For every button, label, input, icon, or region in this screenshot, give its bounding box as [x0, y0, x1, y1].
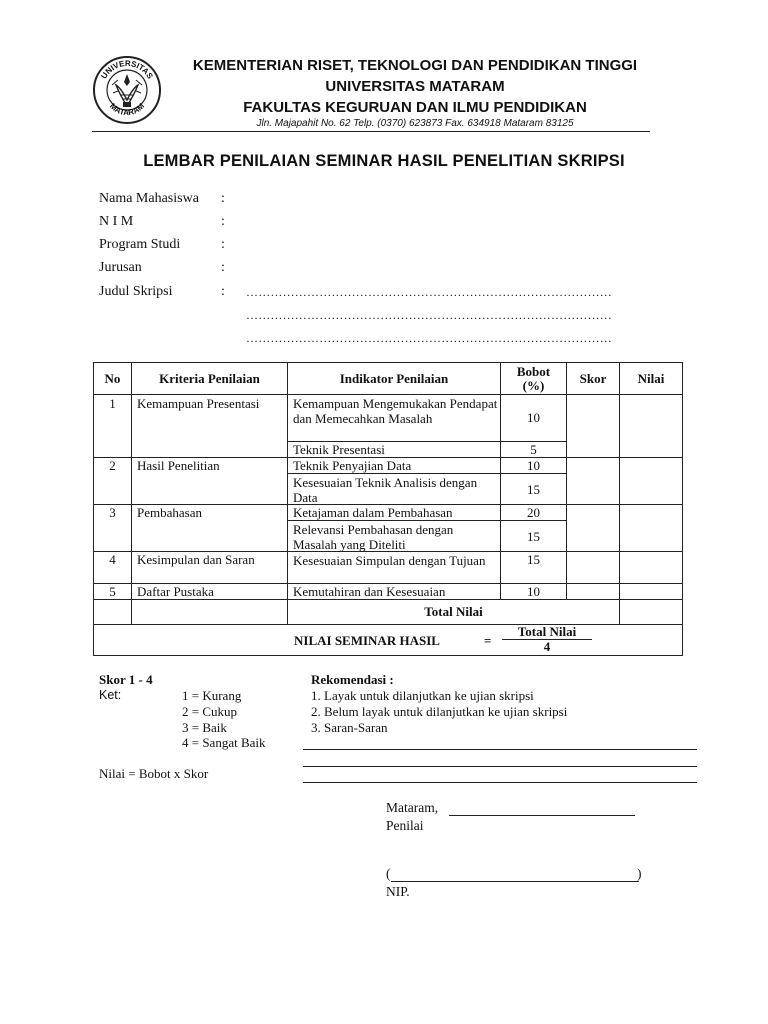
row-indikator: Teknik Penyajian Data	[287, 457, 501, 474]
name-line[interactable]	[391, 881, 639, 882]
recommendation-item: 2. Belum layak untuk dilanjutkan ke ujian skripsi	[311, 704, 568, 719]
bobot-unit: (%)	[522, 377, 545, 393]
colon: :	[221, 214, 225, 229]
suggestion-line[interactable]	[303, 782, 697, 783]
recommendation-item: 3. Saran-Saran	[311, 720, 388, 735]
label-nim: N I M	[99, 214, 134, 229]
col-header-indikator: Indikator Penilaian	[287, 362, 501, 395]
row-bobot: 5	[500, 441, 567, 458]
row-kriteria: Kemampuan Presentasi	[131, 394, 288, 458]
legend-ket: Ket:	[99, 688, 122, 702]
skor-cell[interactable]	[566, 394, 620, 458]
row-bobot: 15	[500, 520, 567, 552]
score-table	[93, 362, 683, 656]
col-header-bobot	[500, 362, 567, 395]
header-divider	[92, 131, 650, 132]
logo-text-bottom: MATARAM	[107, 101, 147, 118]
skor-cell[interactable]	[566, 457, 620, 505]
nilai-cell[interactable]	[619, 394, 683, 458]
suggestion-line[interactable]	[303, 749, 697, 750]
colon: :	[221, 191, 225, 206]
total-nilai-cell[interactable]	[619, 599, 683, 625]
suggestion-line[interactable]	[303, 766, 697, 767]
date-line[interactable]	[449, 815, 635, 816]
row-no: 5	[93, 583, 132, 600]
colon: :	[221, 284, 225, 299]
col-header-skor: Skor	[566, 362, 620, 395]
fraction-numerator: Total Nilai	[502, 625, 592, 640]
empty-cell	[131, 599, 288, 625]
dotted-line: ………………………………………………………………………………	[246, 285, 612, 299]
row-indikator: Kesesuaian Teknik Analisis dengan Data	[287, 473, 501, 505]
row-no: 4	[93, 551, 132, 584]
label-jurusan: Jurusan	[99, 260, 142, 275]
col-header-nilai: Nilai	[619, 362, 683, 395]
equals-sign: =	[484, 633, 492, 648]
row-bobot: 15	[500, 473, 567, 505]
skor-cell[interactable]	[566, 551, 620, 584]
university-name: UNIVERSITAS MATARAM	[325, 78, 505, 95]
legend-item: 4 = Sangat Baik	[182, 735, 266, 750]
empty-cell	[93, 599, 132, 625]
row-indikator: Ketajaman dalam Pembahasan	[287, 504, 501, 521]
colon: :	[221, 260, 225, 275]
final-score-label: NILAI SEMINAR HASIL	[294, 633, 440, 648]
legend-title: Skor 1 - 4	[99, 672, 153, 687]
row-no: 3	[93, 504, 132, 552]
nilai-cell[interactable]	[619, 551, 683, 584]
row-kriteria: Hasil Penelitian	[131, 457, 288, 505]
skor-cell[interactable]	[566, 583, 620, 600]
col-header-kriteria: Kriteria Penilaian	[131, 362, 288, 395]
row-indikator: Kemutahiran dan Kesesuaian	[287, 583, 501, 600]
document-title: LEMBAR PENILAIAN SEMINAR HASIL PENELITIAN SKRIPSI	[143, 152, 625, 170]
legend-item: 3 = Baik	[182, 720, 227, 735]
row-kriteria: Kesimpulan dan Saran	[131, 551, 288, 584]
row-bobot: 10	[500, 457, 567, 474]
row-indikator: Teknik Presentasi	[287, 441, 501, 458]
row-indikator: Relevansi Pembahasan dengan Masalah yang Diteliti	[287, 520, 501, 552]
row-indikator: Kemampuan Mengemukakan Pendapat dan Memecahkan Masalah	[287, 394, 501, 442]
row-bobot: 15	[500, 551, 567, 584]
row-no: 2	[93, 457, 132, 505]
signature-role: Penilai	[386, 818, 424, 833]
open-paren: (	[386, 866, 391, 881]
final-score-row	[93, 624, 683, 656]
faculty-name: FAKULTAS KEGURUAN DAN ILMU PENDIDIKAN	[243, 99, 587, 116]
row-no: 1	[93, 394, 132, 458]
label-nama: Nama Mahasiswa	[99, 191, 199, 206]
nilai-cell[interactable]	[619, 583, 683, 600]
label-judul: Judul Skripsi	[99, 284, 173, 299]
recommendation-item: 1. Layak untuk dilanjutkan ke ujian skripsi	[311, 688, 534, 703]
address-line: Jln. Majapahit No. 62 Telp. (0370) 623873 Fax. 634918 Mataram 83125	[256, 118, 574, 129]
university-logo	[92, 55, 162, 125]
score-formula: Nilai = Bobot x Skor	[99, 766, 209, 781]
close-paren: )	[637, 866, 642, 881]
row-kriteria: Pembahasan	[131, 504, 288, 552]
nilai-cell[interactable]	[619, 457, 683, 505]
nilai-cell[interactable]	[619, 504, 683, 552]
fraction-denominator: 4	[543, 639, 551, 654]
col-header-no: No	[93, 362, 132, 395]
colon: :	[221, 237, 225, 252]
row-bobot: 10	[500, 394, 567, 442]
bobot-label: Bobot	[516, 363, 551, 379]
nip-label: NIP.	[386, 884, 410, 899]
dotted-line: ………………………………………………………………………………	[246, 308, 612, 322]
row-bobot: 20	[500, 504, 567, 521]
skor-cell[interactable]	[566, 504, 620, 552]
row-bobot: 10	[500, 583, 567, 600]
recommendation-title: Rekomendasi :	[311, 672, 394, 687]
row-kriteria: Daftar Pustaka	[131, 583, 288, 600]
logo-text-top: UNIVERSITAS	[99, 58, 155, 81]
dotted-line: ………………………………………………………………………………	[246, 331, 612, 345]
label-prodi: Program Studi	[99, 237, 181, 252]
legend-item: 1 = Kurang	[182, 688, 242, 703]
signature-place: Mataram,	[386, 800, 439, 815]
legend-item: 2 = Cukup	[182, 704, 238, 719]
ministry-name: KEMENTERIAN RISET, TEKNOLOGI DAN PENDIDIKAN TINGGI	[192, 57, 638, 74]
total-nilai-label: Total Nilai	[287, 599, 620, 625]
row-indikator: Kesesuaian Simpulan dengan Tujuan	[287, 551, 501, 584]
